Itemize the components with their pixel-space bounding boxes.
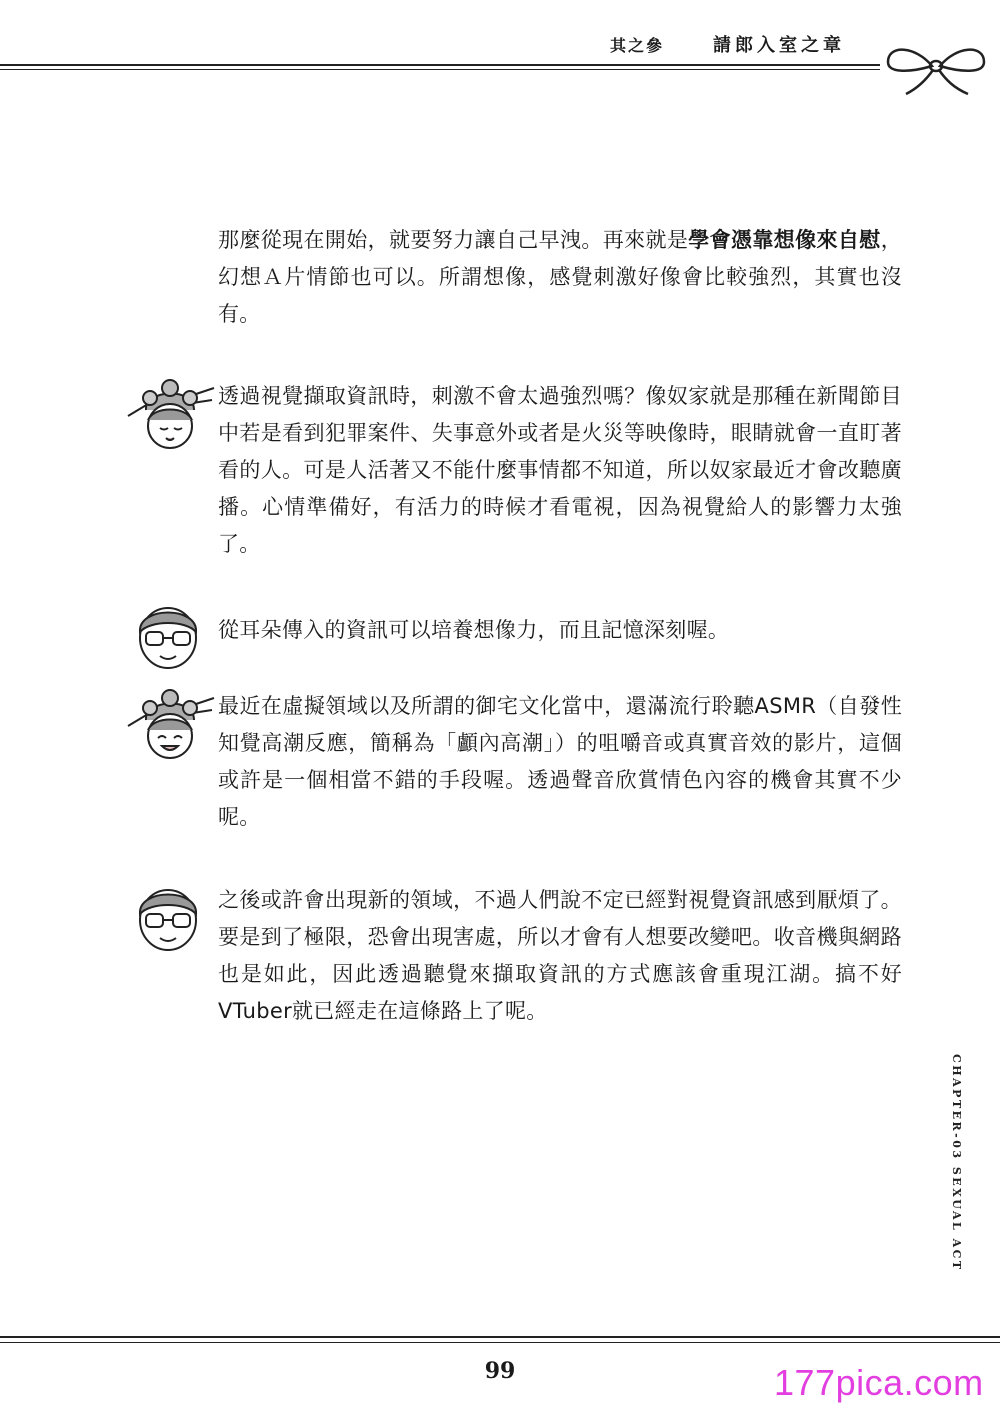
chapter-title: 請郎入室之章 bbox=[713, 35, 845, 56]
paragraph-narration bbox=[218, 222, 902, 333]
watermark: 177pica.com bbox=[774, 1362, 984, 1403]
paragraph-man bbox=[218, 882, 902, 1030]
ribbon-bow-icon bbox=[876, 38, 996, 98]
paragraph-text: 最近在虛擬領域以及所謂的御宅文化當中，還滿流行聆聽ASMR（自發性知覺高潮反應，簡稱為「顱內高潮」）的咀嚼音或真實音效的影片，這個或許是一個相當不錯的手段喔。透過聲音欣賞情色內容的機會其實不少呢。 bbox=[218, 694, 902, 829]
page-header bbox=[0, 0, 1000, 90]
paragraph-text: 透過視覺擷取資訊時，刺激不會太過強烈嗎？像奴家就是那種在新聞節目中若是看到犯罪案件、失事意外或者是火災等映像時，眼睛就會一直盯著看的人。可是人活著又不能什麼事情都不知道，所以奴家最近才會改聽廣播。心情準備好，有活力的時候才看電視，因為視覺給人的影響力太強了。 bbox=[218, 384, 902, 556]
paragraph-text: 從耳朵傳入的資訊可以培養想像力，而且記憶深刻喔。 bbox=[218, 618, 730, 642]
chapter-side-label: CHAPTER-03 SEXUAL ACT bbox=[950, 1054, 963, 1272]
paragraph-man bbox=[218, 612, 902, 649]
geisha-avatar-icon bbox=[124, 686, 216, 766]
chapter-number: 其之參 bbox=[610, 36, 665, 55]
paragraph-text: 那麼從現在開始，就要努力讓自己早洩。再來就是 bbox=[218, 228, 689, 252]
header-rule bbox=[0, 64, 880, 66]
man-avatar-icon bbox=[130, 598, 206, 670]
paragraph-text: ，幻想Ａ片情節也可以。所謂想像，感覺刺激好像會比較強烈，其實也沒有。 bbox=[218, 228, 902, 326]
page-number: 99 bbox=[484, 1358, 516, 1384]
footer-rule-thin bbox=[0, 1342, 1000, 1343]
geisha-avatar-icon bbox=[124, 376, 216, 456]
paragraph-geisha bbox=[218, 688, 902, 836]
header-rule-thin bbox=[0, 69, 880, 70]
paragraph-bold-text: 學會憑靠想像來自慰 bbox=[688, 228, 881, 252]
footer-rule bbox=[0, 1336, 1000, 1338]
man-avatar-icon bbox=[130, 880, 206, 952]
paragraph-text: 之後或許會出現新的領域，不過人們說不定已經對視覺資訊感到厭煩了。要是到了極限，恐會出現害處，所以才會有人想要改變吧。收音機與網路也是如此，因此透過聽覺來擷取資訊的方式應該會重現江湖。搞不好VTuber就已經走在這條路上了呢。 bbox=[218, 888, 902, 1023]
paragraph-geisha bbox=[218, 378, 902, 563]
